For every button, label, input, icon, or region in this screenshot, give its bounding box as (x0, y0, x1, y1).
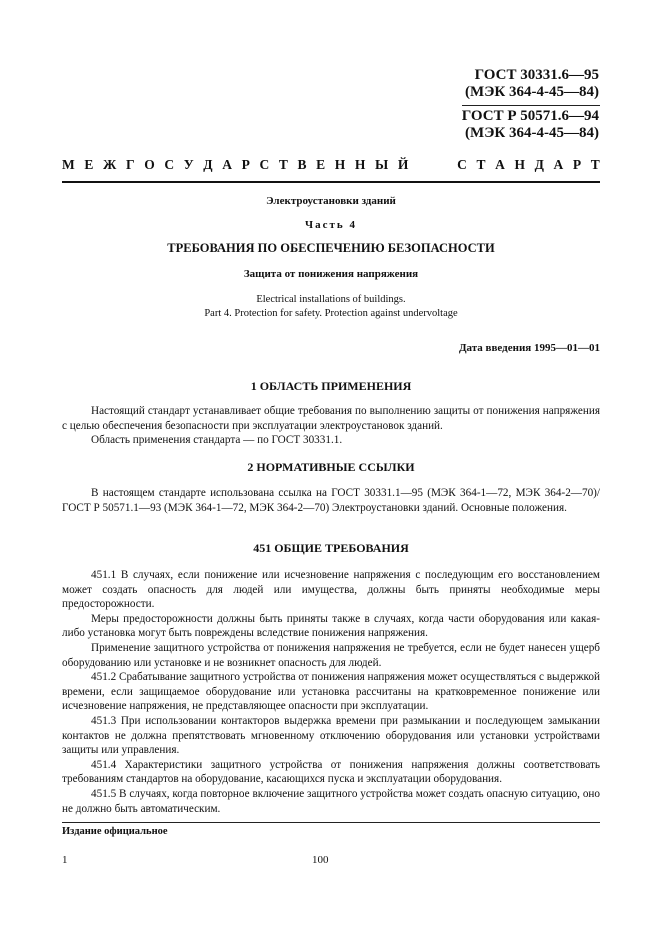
paragraph: 451.3 При использовании контакторов выдержка времени при размыкании и последующем замыкании контактов не должна препятствовать мгновенному отключению оборудования или установки устройствами защиты или управления. (62, 714, 600, 757)
section-451-heading: 451 ОБЩИЕ ТРЕБОВАНИЯ (253, 541, 409, 555)
banner-letter: А (553, 157, 564, 172)
page-number-left: 1 (62, 854, 68, 866)
paragraph: 451.5 В случаях, когда повторное включение защитного устройства может создать опасную ситуацию, оно не должно быть автоматическим. (62, 787, 600, 815)
banner-letter: А (222, 157, 232, 172)
banner-letter: С (457, 157, 467, 172)
footer-rule (62, 822, 600, 823)
gost-number-1: ГОСТ 30331.6—95 (474, 67, 599, 83)
paragraph: Применение защитного устройства от понижения напряжения не требуется, если не будет нанесен ущерб оборудованию или установке и не возникнет опасность для людей. (62, 641, 600, 669)
subtitle: Защита от понижения напряжения (243, 268, 419, 280)
page-number-center: 100 (312, 854, 329, 866)
banner-letter: С (164, 157, 175, 172)
header-rule (62, 181, 600, 183)
banner-letter: Д (203, 157, 213, 172)
paragraph: 451.2 Срабатывание защитного устройства от понижения напряжения может осуществляться с выдержкой времени, если защищаемое оборудование или установка рассчитаны на кратковременное понижение или исчезновение напряжения, не представляющее опасности при эксплуатации. (62, 671, 600, 713)
english-title (62, 293, 600, 321)
banner-letter: Н (514, 157, 525, 172)
edition-label: Издание официальное (62, 826, 168, 837)
banner-letter: О (144, 157, 155, 172)
part-title: Часть 4 (305, 219, 357, 231)
banner-gap (418, 157, 421, 173)
section-1-heading: 1 ОБЛАСТЬ ПРИМЕНЕНИЯ (250, 379, 412, 393)
banner-letter: Й (397, 157, 409, 172)
paragraph: 451.4 Характеристики защитного устройства от понижения напряжения должны соответствовать требованиям стандартов на оборудование, касающихся пуска и эксплуатации оборудования. (62, 758, 600, 786)
introduction-date: Дата введения 1995—01—01 (458, 342, 600, 354)
banner-letter: Е (316, 157, 326, 172)
paragraph: 451.1 В случаях, если понижение или исчезновение напряжения с последующим его восстановлением может создать опасность для людей или имущества, должны быть приняты необходимые меры предосторожности. (62, 569, 600, 611)
section-1-body (62, 404, 600, 448)
main-title: ТРЕБОВАНИЯ ПО ОБЕСПЕЧЕНИЮ БЕЗОПАСНОСТИ (167, 241, 495, 255)
banner-letter: А (495, 157, 505, 172)
banner-letter: М (62, 157, 75, 172)
gost-designation-1 (465, 67, 599, 101)
english-title-line-1: Electrical installations of buildings. (256, 294, 406, 305)
banner-letter: Ж (103, 157, 117, 172)
gost-divider (462, 105, 600, 106)
banner-letter: Г (126, 157, 135, 172)
banner-gap (444, 157, 447, 173)
banner-letter: Т (278, 157, 288, 172)
banner-letter: В (297, 157, 307, 172)
banner-letter: Н (354, 157, 366, 172)
section-451-body (62, 568, 600, 816)
gost-designation-2 (462, 108, 599, 142)
banner-letter: Р (572, 157, 582, 172)
iec-number-1: (МЭК 364-4-45—84) (465, 84, 599, 100)
banner-letter: Т (590, 157, 600, 172)
banner-gap (431, 157, 434, 173)
section-2-heading: 2 НОРМАТИВНЫЕ ССЫЛКИ (247, 460, 415, 474)
english-title-line-2: Part 4. Protection for safety. Protection against undervoltage (204, 308, 458, 319)
banner-letter: Т (476, 157, 486, 172)
banner-letter: Н (334, 157, 346, 172)
standard-type-banner (62, 157, 600, 173)
paragraph: Область применения стандарта — по ГОСТ 30331.1. (91, 434, 343, 447)
subject-title: Электроустановки зданий (266, 195, 396, 207)
section-2-body (62, 486, 600, 515)
banner-letter: Ы (375, 157, 389, 172)
paragraph: Меры предосторожности должны быть приняты также в случаях, когда части оборудования или какая-либо установка могут быть повреждены вследствие понижения напряжения. (62, 612, 600, 640)
banner-letter: Р (241, 157, 250, 172)
banner-letter: Д (534, 157, 544, 172)
paragraph: Настоящий стандарт устанавливает общие требования по выполнению защиты от понижения напряжения с целью обеспечения безопасности при эксплуатации электроустановок зданий. (62, 405, 600, 432)
banner-letter: У (183, 157, 194, 172)
banner-letter: Е (84, 157, 94, 172)
banner-letter: С (259, 157, 270, 172)
gost-number-2: ГОСТ Р 50571.6—94 (461, 108, 599, 124)
iec-number-2: (МЭК 364-4-45—84) (465, 125, 599, 141)
paragraph: В настоящем стандарте использована ссылка на ГОСТ 30331.1—95 (МЭК 364-1—72, МЭК 364-2—70)/ГОСТ Р 50571.1—93 (МЭК 364-1—72, МЭК 364-2—70) Электроустановки зданий. Основные положения. (62, 487, 600, 514)
